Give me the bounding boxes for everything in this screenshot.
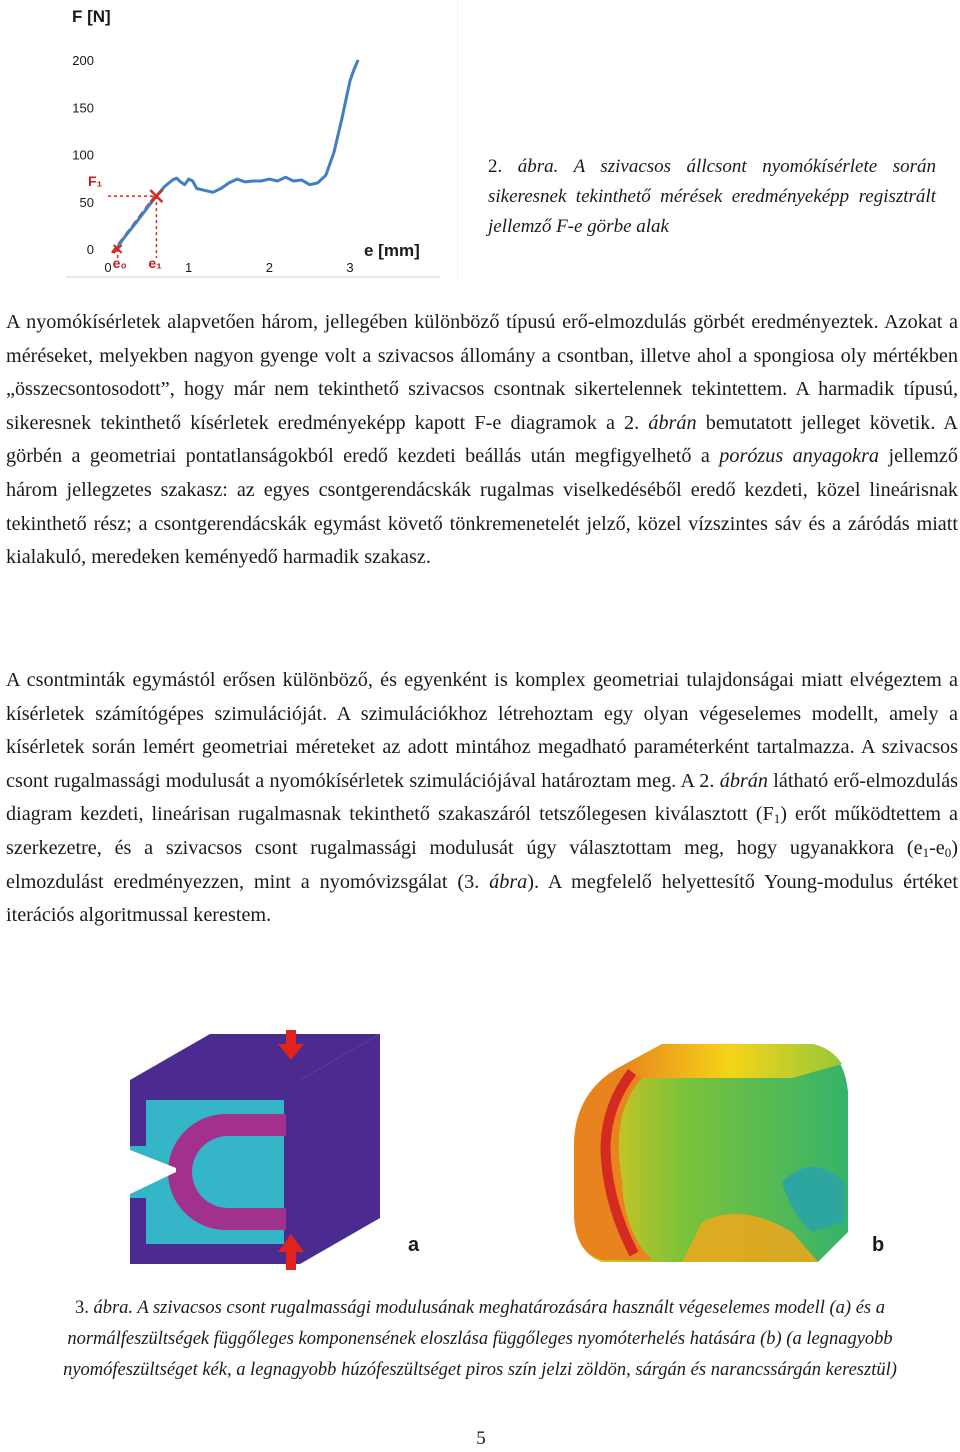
paragraph-1-text-a: A nyomókísérletek alapvetően három, jellegében különböző típusú erő-elmozdulás görbét eredményeztek. Azokat a méréseket, melyekben nagyon gyenge volt a szivacsos állomány a csontban, illetve ahol a spongiosa oly mértékben „összecsontosodott”, hogy már nem tekinthető szivacsos csontnak sikertelennek tekintettem. A harmadik típusú, sikeresnek tekinthető kísérletek eredményeképp kapott F-e diagramok a 2. bbox=[6, 311, 958, 434]
paragraph-2-sub-e1: 1 bbox=[922, 844, 930, 860]
figure-3-label-a: a bbox=[408, 1234, 420, 1256]
y-tick-label: 150 bbox=[72, 100, 94, 116]
paragraph-2 bbox=[6, 664, 958, 933]
y-tick-label: 0 bbox=[86, 242, 94, 257]
figure-3-label-b: b bbox=[872, 1234, 885, 1256]
paragraph-2-text-b: látható erő-elmozdulás diagram kezdeti, lineárisan rugalmasnak tekinthető szakaszáról tetszőlegesen kiválasztott (F bbox=[6, 769, 959, 826]
e0-label: e₀ bbox=[112, 255, 127, 271]
paragraph-2-text-a: A csontminták egymástól erősen különböző, és egyenként is komplex geometriai tulajdonságai miatt elvégeztem a kísérletek számítógépes szimulációját. A szimulációkhoz létrehoztam egy olyan végeselemes modellt, amely a kísérletek során lemért geometriai méreteket az adott mintához megadható paraméterként tartalmazza. A szivacsos csont rugalmassági modulusát a nyomókísérletek szimulációjával határoztam meg. A 2. bbox=[6, 669, 958, 792]
f1-label: F₁ bbox=[88, 173, 103, 190]
x-tick-label: 2 bbox=[265, 260, 273, 275]
chart-background bbox=[58, 0, 458, 282]
paragraph-2-figure-3-ref: ábra bbox=[489, 870, 528, 893]
paragraph-1-text-c: jellemző három jellegzetes szakasz: az egyes csontgerendácskák rugalmas viselkedéséből eredő kezdeti, közel lineárisnak tekinthető rész; a csontgerendácskák egymást követő tönkremenetelét jelző, közel vízszintes sáv és a záródás miatt kialakuló, meredeken keményedő harmadik szakasz. bbox=[6, 445, 958, 569]
figure-2-caption bbox=[488, 152, 936, 242]
force-displacement-chart bbox=[58, 0, 458, 282]
x-tick-label: 3 bbox=[346, 260, 354, 275]
figure-2-caption-text: A szivacsos állcsont nyomókísérlete során sikeresnek tekinthető mérések eredményeképp regisztrált jellemző F-e görbe alak bbox=[488, 156, 936, 237]
stress-top-face bbox=[618, 1044, 842, 1078]
stress-distribution-image bbox=[562, 1032, 862, 1270]
paragraph-2-sub-e0: 0 bbox=[944, 844, 952, 860]
paragraph-1-text-b: bemutatott jelleget követik. A görbén a geometriai pontatlanságokból eredő kezdeti beállás után megfigyelhető a bbox=[6, 411, 959, 468]
y-tick-label: 50 bbox=[79, 194, 94, 210]
x-axis-label: e [mm] bbox=[364, 241, 420, 260]
e1-label: e₁ bbox=[148, 255, 162, 271]
figure-3-caption-number: 3. bbox=[74, 1298, 94, 1318]
paragraph-2-text-e: ) elmozdulást eredményezzen, mint a nyomóvizsgálat (3. bbox=[6, 836, 958, 893]
paragraph-2-text-c: ) erőt működtettem a szerkezetre, és a szivacsos csont rugalmassági modulusát úgy választottam meg, hogy ugyanakkora (e bbox=[6, 803, 958, 859]
figure-2-caption-abra: ábra. bbox=[517, 156, 559, 177]
figure-2-caption-number: 2. bbox=[488, 156, 518, 177]
paragraph-1 bbox=[6, 306, 958, 575]
paragraph-1-porous-term: porózus anyagokra bbox=[719, 445, 880, 468]
x-tick-label: 1 bbox=[185, 260, 193, 275]
paragraph-2-figure-ref: ábrán bbox=[719, 769, 768, 792]
x-tick-label: 0 bbox=[104, 260, 112, 275]
paragraph-2-sub-f1: 1 bbox=[773, 811, 781, 827]
figure-3-caption-text: ábra. A szivacsos csont rugalmassági modulusának meghatározására használt végeselemes modell (a) és a normálfeszültségek függőleges komponensének eloszlása függőleges nyomóterhelés hatására (b) (a legnagyobb nyomófeszültséget kék, a legnagyobb húzófeszültséget piros szín jelzi zöldön, sárgán és narancssárgán keresztül) bbox=[63, 1298, 897, 1380]
fe-model-a-image bbox=[110, 1022, 410, 1270]
y-tick-label: 200 bbox=[72, 53, 94, 68]
paragraph-2-text-f: ). A megfelelő helyettesítő Young-modulus értéket iterációs algoritmussal kerestem. bbox=[6, 870, 958, 927]
figure-3-caption bbox=[24, 1293, 936, 1386]
paragraph-2-text-d: -e bbox=[929, 836, 945, 859]
y-axis-label: F [N] bbox=[72, 7, 111, 26]
figure-3 bbox=[110, 1022, 890, 1270]
paragraph-1-figure-ref: ábrán bbox=[648, 411, 697, 434]
y-tick-label: 100 bbox=[72, 147, 94, 163]
page-number: 5 bbox=[476, 1428, 486, 1449]
